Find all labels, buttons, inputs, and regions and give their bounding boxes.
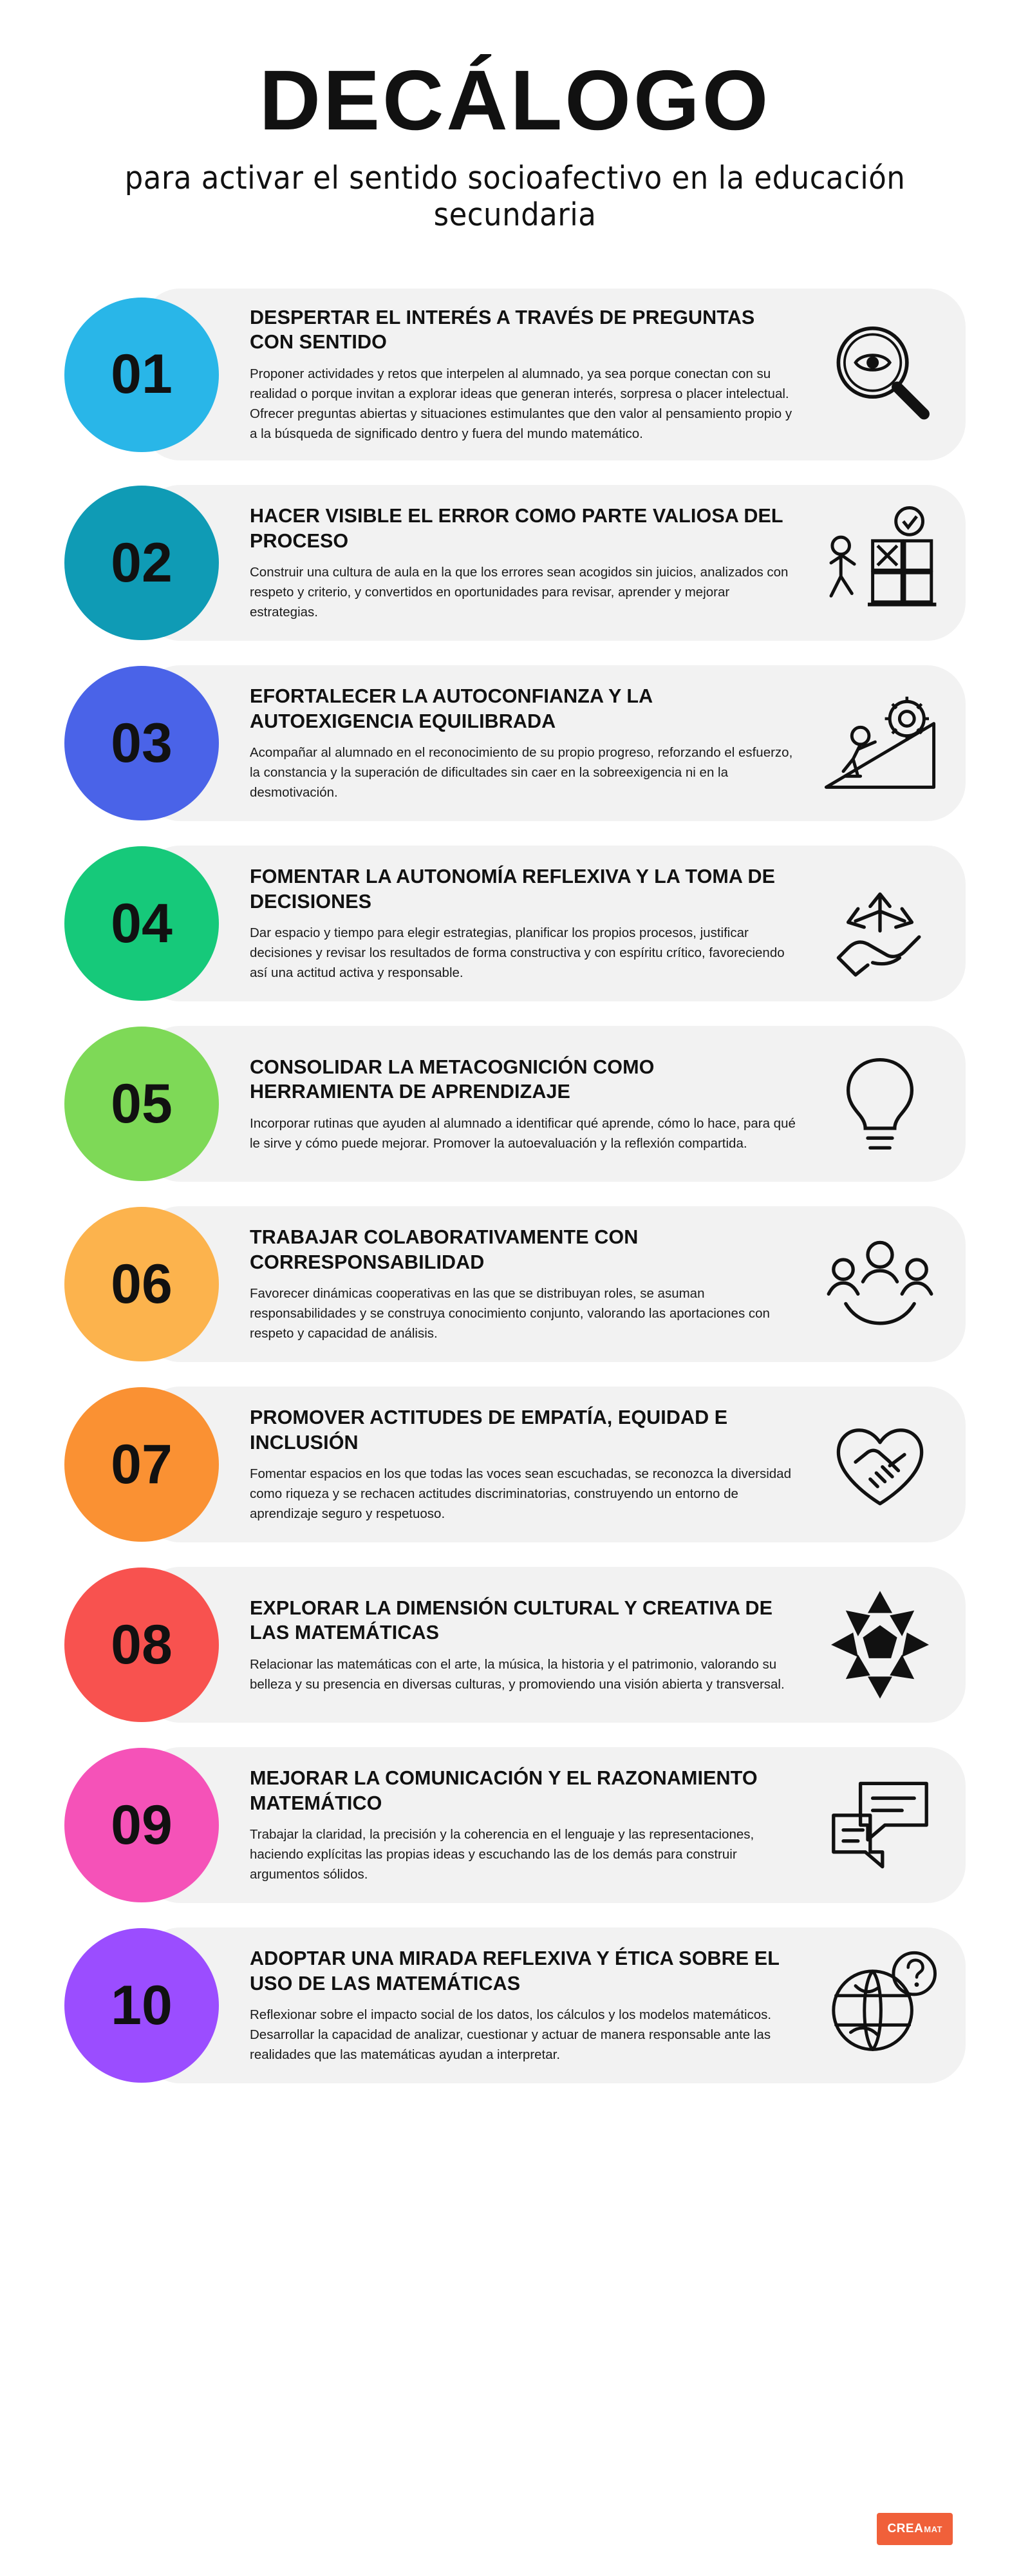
item-description: Fomentar espacios en los que todas las voces sean escuchadas, se reconozca la diversidad como riqueza y se rechacen actitudes discriminatorias, construyendo un entorno de aprendizaje seguro y respetuoso. — [250, 1466, 791, 1522]
item-number-badge — [64, 1027, 219, 1181]
item-text — [250, 864, 812, 983]
item-text — [250, 1405, 812, 1524]
item-number-badge — [64, 1207, 219, 1361]
checklist-person-icon — [812, 502, 948, 624]
footer — [877, 2513, 953, 2545]
globe-question-icon — [812, 1944, 948, 2067]
item-text — [250, 1225, 812, 1343]
item-description: Acompañar al alumnado en el reconocimiento de su propio progreso, reforzando el esfuerzo, la constancia y la superación de dificultades sin caer en la sobreexigencia ni en la desmotivación. — [250, 745, 793, 800]
list-item — [64, 660, 966, 826]
item-description: Incorporar rutinas que ayuden al alumnado a identificar qué aprende, cómo lo hace, para qué le sirve y cómo puede mejorar. Promover la autoevaluación y la reflexión compartida. — [250, 1115, 796, 1151]
speech-bubbles-icon — [812, 1764, 948, 1886]
item-number-badge — [64, 486, 219, 640]
item-content — [219, 840, 966, 1007]
logo-text: CREA — [887, 2522, 924, 2535]
item-number-badge — [64, 1748, 219, 1902]
item-title: DESPERTAR EL INTERÉS A TRAVÉS DE PREGUNTAS CON SENTIDO — [250, 307, 755, 354]
list-item — [64, 840, 966, 1007]
item-content — [219, 1562, 966, 1728]
item-text — [250, 1055, 812, 1153]
list-item — [64, 1742, 966, 1908]
page-title: DECÁLOGO — [259, 53, 771, 147]
lightbulb-icon — [812, 1043, 948, 1165]
header — [39, 0, 991, 233]
item-number: 08 — [111, 1613, 173, 1676]
item-title: EXPLORAR LA DIMENSIÓN CULTURAL Y CREATIVA DE LAS MATEMÁTICAS — [250, 1596, 773, 1644]
item-title: ADOPTAR UNA MIRADA REFLEXIVA Y ÉTICA SOBRE EL USO DE LAS MATEMÁTICAS — [250, 1947, 780, 1994]
list-item — [64, 1021, 966, 1187]
page-subtitle: para activar el sentido socioafectivo en la educación secundaria — [124, 160, 906, 233]
logo-mark: MAT — [924, 2524, 942, 2534]
push-gear-uphill-icon — [812, 682, 948, 804]
item-text — [250, 305, 812, 444]
item-text — [250, 684, 812, 802]
item-number: 09 — [111, 1794, 173, 1856]
item-description: Proponer actividades y retos que interpelen al alumnado, ya sea porque conectan con su realidad o porque invitan a explorar ideas que generan interés, sorpresa o placer intelectual. Ofrecer preguntas abiertas y situaciones estimulantes que den valor al pensamiento propio y a la búsqueda de significado dentro y fuera del mundo matemático. — [250, 366, 792, 442]
list-item — [64, 1381, 966, 1548]
item-number: 10 — [111, 1974, 173, 2036]
item-content — [219, 283, 966, 466]
item-title: TRABAJAR COLABORATIVAMENTE CON CORRESPONSABILIDAD — [250, 1226, 639, 1273]
item-number-badge — [64, 1387, 219, 1542]
geometric-pattern-icon — [812, 1584, 948, 1706]
item-text — [250, 504, 812, 622]
item-number: 05 — [111, 1072, 173, 1135]
item-content — [219, 1201, 966, 1367]
handshake-heart-icon — [812, 1403, 948, 1526]
item-description: Construir una cultura de aula en la que los errores sean acogidos sin juicios, analizados con respeto y criterio, y convertidos en oportunidades para revisar, aprender y mejorar estrategias. — [250, 565, 789, 620]
group-people-icon — [812, 1223, 948, 1345]
list-item — [64, 1922, 966, 2088]
item-text — [250, 1596, 812, 1694]
list-item — [64, 1562, 966, 1728]
item-content — [219, 1922, 966, 2088]
item-description: Favorecer dinámicas cooperativas en las que se distribuyan roles, se asuman responsabilidades y se construya conocimiento conjunto, valorando las aportaciones con respeto y capacidad de análisis. — [250, 1286, 770, 1341]
item-title: MEJORAR LA COMUNICACIÓN Y EL RAZONAMIENTO MATEMÁTICO — [250, 1767, 758, 1814]
item-description: Reflexionar sobre el impacto social de los datos, los cálculos y los modelos matemáticos. Desarrollar la capacidad de analizar, cuestionar y actuar de manera responsable ante las realidades que las matemáticas ayudan a interpretar. — [250, 2007, 772, 2063]
item-content — [219, 1381, 966, 1548]
item-content — [219, 660, 966, 826]
item-number: 02 — [111, 531, 173, 594]
hand-arrows-choice-icon — [812, 862, 948, 985]
item-content — [219, 1742, 966, 1908]
item-number: 03 — [111, 712, 173, 774]
item-title: CONSOLIDAR LA METACOGNICIÓN COMO HERRAMIENTA DE APRENDIZAJE — [250, 1056, 655, 1103]
item-number: 01 — [111, 343, 173, 406]
item-number-badge — [64, 666, 219, 820]
item-title: HACER VISIBLE EL ERROR COMO PARTE VALIOSA DEL PROCESO — [250, 505, 783, 552]
item-content — [219, 480, 966, 646]
item-number: 06 — [111, 1253, 173, 1315]
item-number-badge — [64, 1928, 219, 2083]
item-number-badge — [64, 846, 219, 1001]
decalogue-list — [39, 283, 991, 2088]
item-title: FOMENTAR LA AUTONOMÍA REFLEXIVA Y LA TOMA DE DECISIONES — [250, 866, 776, 913]
item-title: EFORTALECER LA AUTOCONFIANZA Y LA AUTOEXIGENCIA EQUILIBRADA — [250, 685, 653, 732]
item-description: Trabajar la claridad, la precisión y la coherencia en el lenguaje y las representaciones, haciendo explícitas las propias ideas y escuchando las de los demás para construir argumentos sólidos. — [250, 1827, 754, 1882]
item-description: Relacionar las matemáticas con el arte, la música, la historia y el patrimonio, valorando su belleza y su presencia en diversas culturas, y promoviendo una visión abierta y transversal. — [250, 1656, 785, 1692]
item-number: 07 — [111, 1433, 173, 1495]
item-number-badge — [64, 1567, 219, 1722]
creamat-logo[interactable] — [877, 2513, 953, 2545]
item-description: Dar espacio y tiempo para elegir estrategias, planificar los propios procesos, justificar decisiones y revisar los resultados de forma constructiva y con espíritu crítico, favoreciendo así una actitud activa y responsable. — [250, 925, 785, 981]
item-number: 04 — [111, 892, 173, 954]
item-text — [250, 1946, 812, 2065]
list-item — [64, 1201, 966, 1367]
list-item — [64, 283, 966, 466]
item-text — [250, 1766, 812, 1884]
item-content — [219, 1021, 966, 1187]
item-title: PROMOVER ACTITUDES DE EMPATÍA, EQUIDAD E INCLUSIÓN — [250, 1406, 728, 1454]
magnifier-eye-icon — [812, 314, 948, 436]
item-number-badge — [64, 298, 219, 452]
list-item — [64, 480, 966, 646]
